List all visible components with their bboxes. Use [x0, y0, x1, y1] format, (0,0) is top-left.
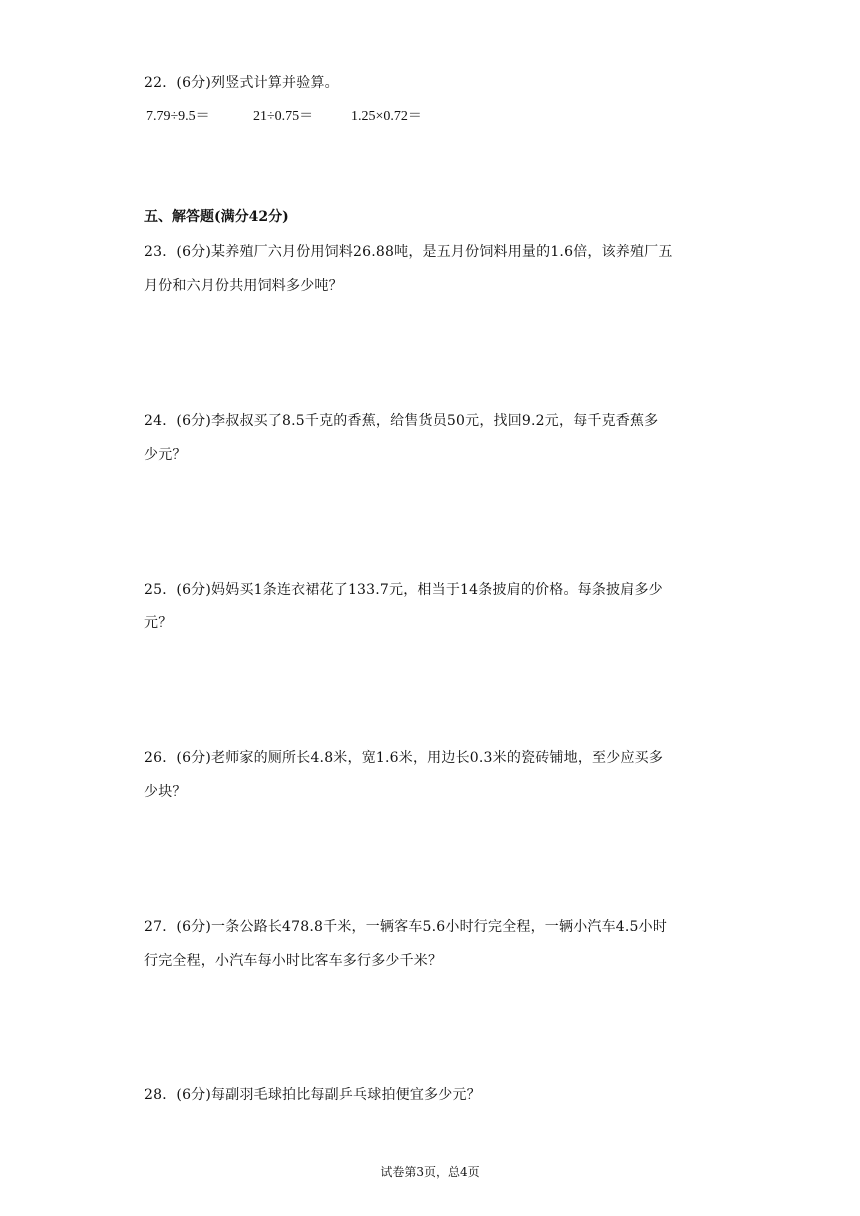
expression-1: 7.79÷9.5＝: [146, 109, 210, 124]
question-25-line-2: 元？: [144, 615, 173, 631]
question-23-line-2: 月份和六月份共用饲料多少吨？: [144, 278, 343, 294]
question-25-line-1: 25．(6分)妈妈买1条连衣裙花了133.7元，相当于14条披肩的价格。每条披肩多少: [144, 582, 663, 598]
question-23-line-1: 23．(6分)某养殖厂六月份用饲料26.88吨，是五月份饲料用量的1.6倍，该养殖厂五: [144, 244, 673, 260]
question-24-line-1: 24．(6分)李叔叔买了8.5千克的香蕉，给售货员50元，找回9.2元，每千克香蕉多: [144, 413, 659, 429]
question-28-line-1: 28．(6分)每副羽毛球拍比每副乒乓球拍便宜多少元？: [144, 1087, 481, 1103]
question-27-line-1: 27．(6分)一条公路长478.8千米，一辆客车5.6小时行完全程，一辆小汽车4.5小时: [144, 919, 668, 935]
question-24-line-2: 少元？: [144, 447, 187, 463]
question-22-text: 22．(6分)列竖式计算并验算。: [144, 75, 339, 91]
question-26-line-1: 26．(6分)老师家的厕所长4.8米，宽1.6米，用边长0.3米的瓷砖铺地，至少应买多: [144, 750, 664, 766]
question-26-line-2: 少块？: [144, 784, 187, 800]
section-title: 五、解答题(满分42分): [144, 209, 289, 225]
page-footer: 试卷第3页，总4页: [380, 1165, 480, 1179]
question-27-line-2: 行完全程，小汽车每小时比客车多行多少千米？: [144, 953, 443, 969]
expression-3: 1.25×0.72＝: [351, 109, 422, 124]
expression-2: 21÷0.75＝: [253, 109, 314, 124]
